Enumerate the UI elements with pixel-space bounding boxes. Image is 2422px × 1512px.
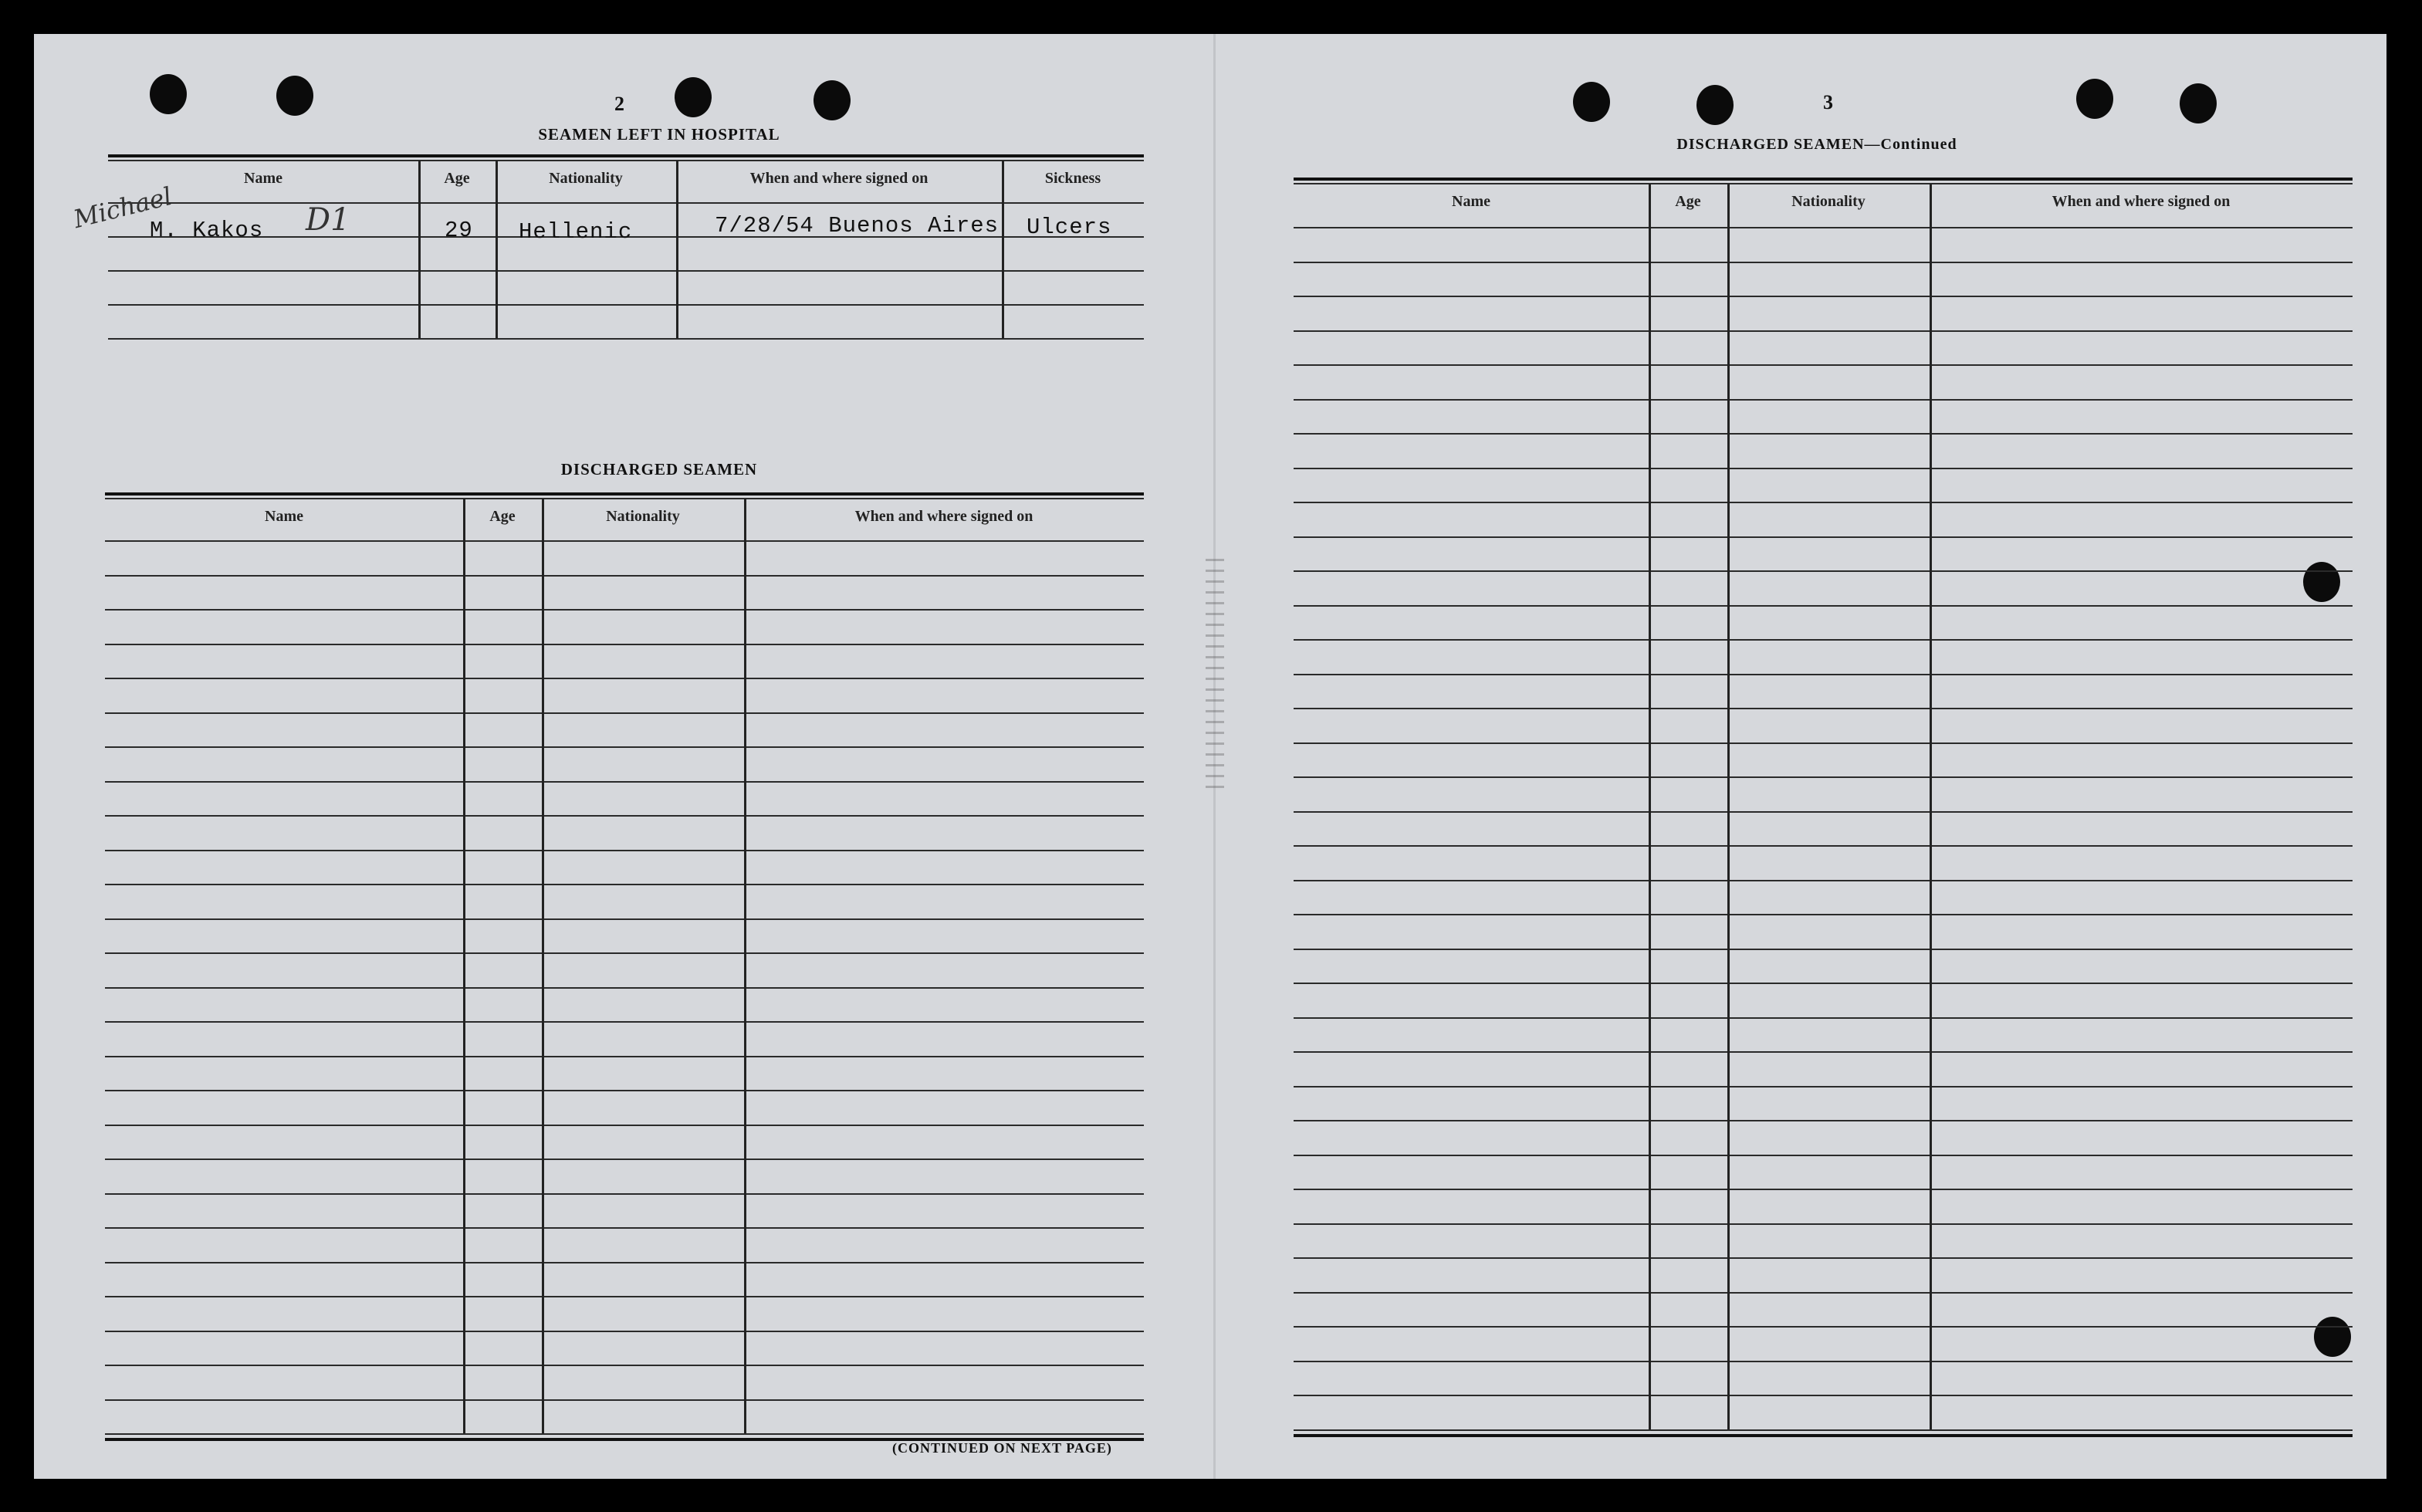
table-row-rule xyxy=(1294,776,2353,778)
table-row-rule xyxy=(105,540,1144,542)
hospital-section-title: SEAMEN LEFT IN HOSPITAL xyxy=(538,125,780,144)
table-row-rule xyxy=(1294,1086,2353,1087)
left-page xyxy=(34,34,1215,1479)
table-row-rule xyxy=(1294,1326,2353,1328)
column-divider xyxy=(418,161,421,338)
signed-on: 7/28/54 Buenos Aires xyxy=(715,213,1000,238)
table-row-rule xyxy=(1294,605,2353,607)
table-row-rule xyxy=(105,918,1144,920)
table-top-rule xyxy=(108,154,1144,157)
table-row-rule xyxy=(105,987,1144,989)
table-row-rule xyxy=(105,1227,1144,1229)
table-top-rule xyxy=(1294,183,2353,184)
table-row-rule xyxy=(1294,1155,2353,1156)
page-number: 3 xyxy=(1823,91,1833,113)
table-row-rule xyxy=(105,1125,1144,1126)
sickness: Ulcers xyxy=(1027,215,1112,240)
table-row-rule xyxy=(1294,1120,2353,1121)
punch-hole-icon xyxy=(150,74,187,114)
handwritten-mark: D1 xyxy=(306,202,350,238)
table-row-rule xyxy=(1294,1257,2353,1259)
table-top-rule xyxy=(105,492,1144,496)
table-row-rule xyxy=(105,781,1144,783)
column-header: Nationality xyxy=(606,508,680,525)
punch-hole-icon xyxy=(276,76,313,116)
seaman-age: 29 xyxy=(445,218,473,243)
table-row-rule xyxy=(105,575,1144,577)
table-row-rule xyxy=(1294,502,2353,503)
column-header: Name xyxy=(244,170,282,187)
table-row-rule xyxy=(105,1399,1144,1401)
punch-hole-icon xyxy=(1696,85,1734,125)
table-row-rule xyxy=(1294,742,2353,744)
table-row-rule xyxy=(105,1090,1144,1091)
table-row-rule xyxy=(105,1193,1144,1195)
table-row-rule xyxy=(105,1365,1144,1366)
table-row-rule xyxy=(1294,811,2353,813)
table-top-rule xyxy=(108,160,1144,161)
seaman-nationality: Hellenic xyxy=(519,219,633,245)
table-row-rule xyxy=(1294,399,2353,401)
column-header: Nationality xyxy=(549,170,623,187)
column-header: When and where signed on xyxy=(2052,193,2231,210)
table-row-rule xyxy=(1294,1395,2353,1396)
table-row-rule xyxy=(105,712,1144,714)
table-row-rule xyxy=(108,304,1144,306)
table-row-rule xyxy=(1294,1051,2353,1053)
table-row-rule xyxy=(105,746,1144,748)
column-divider xyxy=(1930,184,1932,1429)
table-top-rule xyxy=(1294,178,2353,181)
handwritten-name: Michael xyxy=(70,181,175,235)
right-page xyxy=(1215,34,2386,1479)
table-row-rule xyxy=(1294,433,2353,435)
table-row-rule xyxy=(1294,708,2353,709)
column-divider xyxy=(744,499,746,1433)
table-row-rule xyxy=(105,952,1144,954)
table-row-rule xyxy=(105,609,1144,611)
table-row-rule xyxy=(1294,880,2353,881)
table-row-rule xyxy=(105,815,1144,817)
table-row-rule xyxy=(1294,1189,2353,1190)
table-row-rule xyxy=(1294,536,2353,538)
table-row-rule xyxy=(1294,262,2353,263)
column-header: Age xyxy=(1675,193,1701,210)
punch-hole-icon xyxy=(2076,79,2113,119)
table-bottom-rule xyxy=(1294,1434,2353,1437)
table-row-rule xyxy=(1294,639,2353,641)
table-row-rule xyxy=(1294,1361,2353,1362)
column-header: Nationality xyxy=(1791,193,1866,210)
table-row-rule xyxy=(105,1433,1144,1435)
punch-hole-icon xyxy=(2180,83,2217,123)
column-header: Name xyxy=(265,508,303,525)
column-header: Age xyxy=(444,170,470,187)
table-row-rule xyxy=(1294,1017,2353,1019)
table-row-rule xyxy=(105,678,1144,679)
table-row-rule xyxy=(1294,914,2353,915)
punch-hole-icon xyxy=(814,80,851,120)
table-row-rule xyxy=(1294,1429,2353,1431)
column-header: When and where signed on xyxy=(854,508,1033,525)
column-divider xyxy=(463,499,465,1433)
table-row-rule xyxy=(1294,949,2353,950)
column-divider xyxy=(496,161,498,338)
table-row-rule xyxy=(1294,674,2353,675)
table-row-rule xyxy=(105,884,1144,885)
column-header: Name xyxy=(1452,193,1490,210)
discharged-continued-title: DISCHARGED SEAMEN—Continued xyxy=(1676,136,1957,153)
punch-hole-icon xyxy=(2314,1317,2351,1357)
table-row-rule xyxy=(105,1331,1144,1332)
discharged-section-title: DISCHARGED SEAMEN xyxy=(560,460,758,479)
column-divider xyxy=(542,499,544,1433)
table-row-rule xyxy=(1294,845,2353,847)
column-header: When and where signed on xyxy=(749,170,929,187)
table-row-rule xyxy=(108,270,1144,272)
table-row-rule xyxy=(105,644,1144,645)
page-number: 2 xyxy=(614,93,624,115)
table-row-rule xyxy=(1294,1292,2353,1294)
table-row-rule xyxy=(108,338,1144,340)
table-row-rule xyxy=(105,1021,1144,1023)
table-row-rule xyxy=(105,1262,1144,1263)
punch-hole-icon xyxy=(1573,82,1610,122)
column-divider xyxy=(1649,184,1651,1429)
document-sheet xyxy=(34,34,2386,1479)
column-divider xyxy=(1727,184,1730,1429)
table-row-rule xyxy=(105,1296,1144,1297)
table-row-rule xyxy=(1294,468,2353,469)
table-row-rule xyxy=(1294,296,2353,297)
column-header: Age xyxy=(489,508,516,525)
column-header: Sickness xyxy=(1044,170,1101,187)
seaman-name: M. Kakos xyxy=(150,218,264,243)
table-row-rule xyxy=(1294,364,2353,366)
column-divider xyxy=(676,161,678,338)
table-row-rule xyxy=(105,1159,1144,1160)
table-row-rule xyxy=(1294,983,2353,984)
table-row-rule xyxy=(1294,330,2353,332)
table-row-rule xyxy=(1294,227,2353,228)
column-divider xyxy=(1002,161,1004,338)
punch-hole-icon xyxy=(675,77,712,117)
table-row-rule xyxy=(1294,1223,2353,1225)
table-row-rule xyxy=(108,202,1144,204)
continued-note: (CONTINUED ON NEXT PAGE) xyxy=(892,1440,1112,1456)
table-top-rule xyxy=(105,498,1144,499)
punch-hole-icon xyxy=(2303,562,2340,602)
table-row-rule xyxy=(1294,570,2353,572)
table-row-rule xyxy=(105,850,1144,851)
table-row-rule xyxy=(105,1056,1144,1057)
